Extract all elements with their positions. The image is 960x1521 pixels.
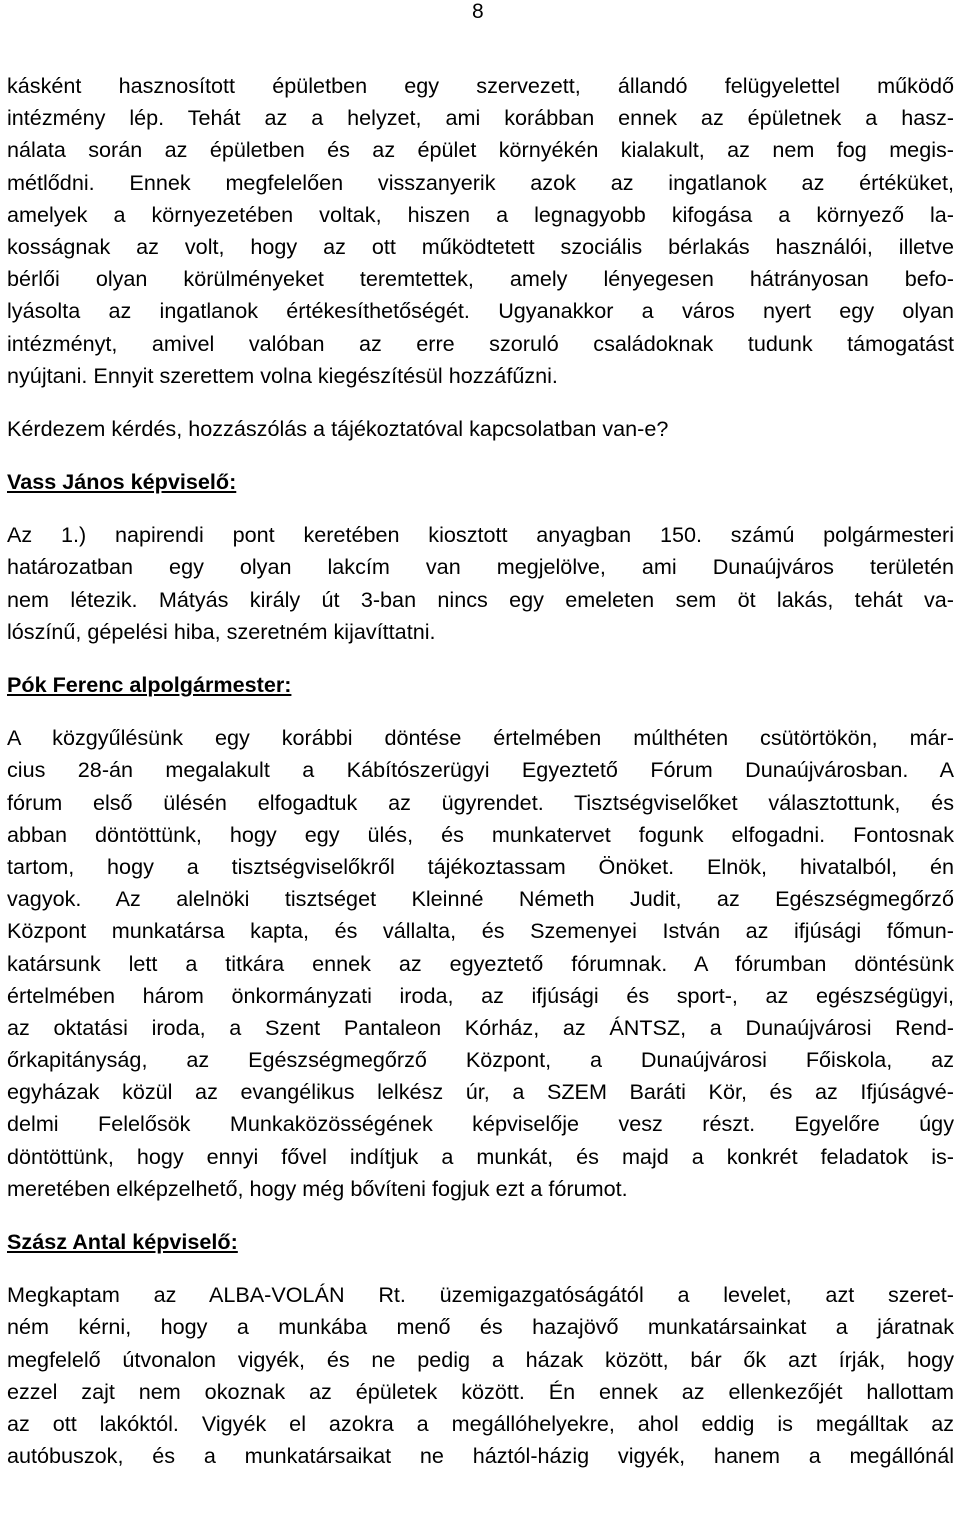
text-line: autóbuszok, és a munkatársaikat ne háztól-házig vigyék, hanem a megállónál bbox=[7, 1443, 954, 1469]
text-line: Az 1.) napirendi pont keretében kiosztott anyagban 150. számú polgármesteri bbox=[7, 522, 954, 548]
text-line: amelyek a környezetében voltak, hiszen a legnagyobb kifogása a környező la- bbox=[7, 201, 954, 227]
text-line: intézmény lép. Tehát az a helyzet, ami korábban ennek az épületnek a hasz- bbox=[7, 105, 954, 131]
speaker-name: Pók Ferenc alpolgármester: bbox=[7, 672, 292, 698]
text-line: intézményt, amivel valóban az erre szoruló családoknak tudunk támogatást bbox=[7, 330, 954, 356]
text-line: cius 28-án megalakult a Kábítószerügyi Egyeztető Fórum Dunaújvárosban. A bbox=[7, 757, 954, 783]
text-line: Kérdezem kérdés, hozzászólás a tájékoztatóval kapcsolatban van-e? bbox=[7, 415, 669, 441]
text-line: meretében elképzelhető, hogy még bővíteni fogjuk ezt a fórumot. bbox=[7, 1175, 628, 1201]
text-line: A közgyűlésünk egy korábbi döntése értelmében múlthéten csütörtökön, már- bbox=[7, 725, 954, 751]
text-line: az oktatási iroda, a Szent Pantaleon Kórház, az ÁNTSZ, a Dunaújvárosi Rend- bbox=[7, 1014, 954, 1040]
text-line: fórum első ülésén elfogadtuk az ügyrendet. Tisztségviselőket választottunk, és bbox=[7, 789, 954, 815]
paragraph-question bbox=[7, 413, 954, 445]
text-line: abban döntöttünk, hogy egy ülés, és munkatervet fogunk elfogadni. Fontosnak bbox=[7, 821, 954, 847]
text-line: értelmében három önkormányzati iroda, az ifjúsági és sport-, az egészségügyi, bbox=[7, 982, 954, 1008]
speaker-heading-vass bbox=[7, 466, 954, 498]
speaker-name: Vass János képviselő: bbox=[7, 469, 237, 495]
text-line: Megkaptam az ALBA-VOLÁN Rt. üzemigazgatóságától a levelet, azt szeret- bbox=[7, 1282, 954, 1308]
text-line: ném kérni, hogy a munkába menő és hazajövő munkatársainkat a járatnak bbox=[7, 1314, 954, 1340]
text-line: Központ munkatársa kapta, és vállalta, és Szemenyei István az ifjúsági főmun- bbox=[7, 918, 954, 944]
speaker-heading-pok bbox=[7, 669, 954, 701]
paragraph-szasz bbox=[7, 1279, 954, 1472]
text-line: nyújtani. Ennyit szerettem volna kiegészítésül hozzáfűzni. bbox=[7, 362, 558, 388]
text-line: tartom, hogy a tisztségviselőkről tájékoztassam Önöket. Elnök, hivatalból, én bbox=[7, 853, 954, 879]
text-line: döntöttünk, hogy ennyi fővel indítjuk a munkát, és majd a konkrét feladatok is- bbox=[7, 1143, 954, 1169]
speaker-heading-szasz bbox=[7, 1226, 954, 1258]
text-line: vagyok. Az alelnöki tisztséget Kleinné Németh Judit, az Egészségmegőrző bbox=[7, 886, 954, 912]
text-line: bérlői olyan körülményeket teremtettek, amely lényegesen hátrányosan befo- bbox=[7, 266, 954, 292]
text-line: lószínű, gépelési hiba, szeretném kijavíttatni. bbox=[7, 618, 436, 644]
text-line: határozatban egy olyan lakcím van megjelölve, ami Dunaújváros területén bbox=[7, 554, 954, 580]
text-line: nálata során az épületben és az épület környékén kialakult, az nem fog megis- bbox=[7, 137, 954, 163]
text-line: nem létezik. Mátyás király út 3-ban nincs egy emeleten sem öt lakás, tehát va- bbox=[7, 586, 954, 612]
paragraph-pok bbox=[7, 722, 954, 1205]
text-line: kásként hasznosított épületben egy szervezett, állandó felügyelettel működő bbox=[7, 73, 954, 98]
text-line: delmi Felelősök Munkaközösségének képviselője vesz részt. Egyelőre úgy bbox=[7, 1111, 954, 1137]
document-body bbox=[7, 70, 954, 1472]
text-line: katársunk lett a titkára ennek az egyeztető fórumnak. A fórumban döntésünk bbox=[7, 950, 954, 976]
text-line: métlődni. Ennek megfelelően visszanyerik azok az ingatlanok az értéküket, bbox=[7, 169, 954, 195]
text-line: ezzel zajt nem okoznak az épületek között. Én ennek az ellenkezőjét hallottam bbox=[7, 1378, 954, 1404]
text-line: egyházak közül az evangélikus lelkész úr, a SZEM Baráti Kör, és az Ifjúságvé- bbox=[7, 1079, 954, 1105]
text-line: megfelelő útvonalon vigyék, és ne pedig a házak között, bár ők azt írják, hogy bbox=[7, 1346, 954, 1372]
speaker-name: Szász Antal képviselő: bbox=[7, 1229, 238, 1255]
text-line: őrkapitányság, az Egészségmegőrző Központ, a Dunaújvárosi Főiskola, az bbox=[7, 1047, 954, 1073]
paragraph-continuation bbox=[7, 70, 954, 392]
paragraph-vass bbox=[7, 519, 954, 648]
text-line: lyásolta az ingatlanok értékesíthetőségét. Ugyanakkor a város nyert egy olyan bbox=[7, 298, 954, 324]
text-line: kosságnak az volt, hogy az ott működtetett szociális bérlakás használói, illetve bbox=[7, 233, 954, 259]
page-number: 8 bbox=[472, 0, 484, 23]
text-line: az ott lakóktól. Vigyék el azokra a megállóhelyekre, ahol eddig is megálltak az bbox=[7, 1410, 954, 1436]
